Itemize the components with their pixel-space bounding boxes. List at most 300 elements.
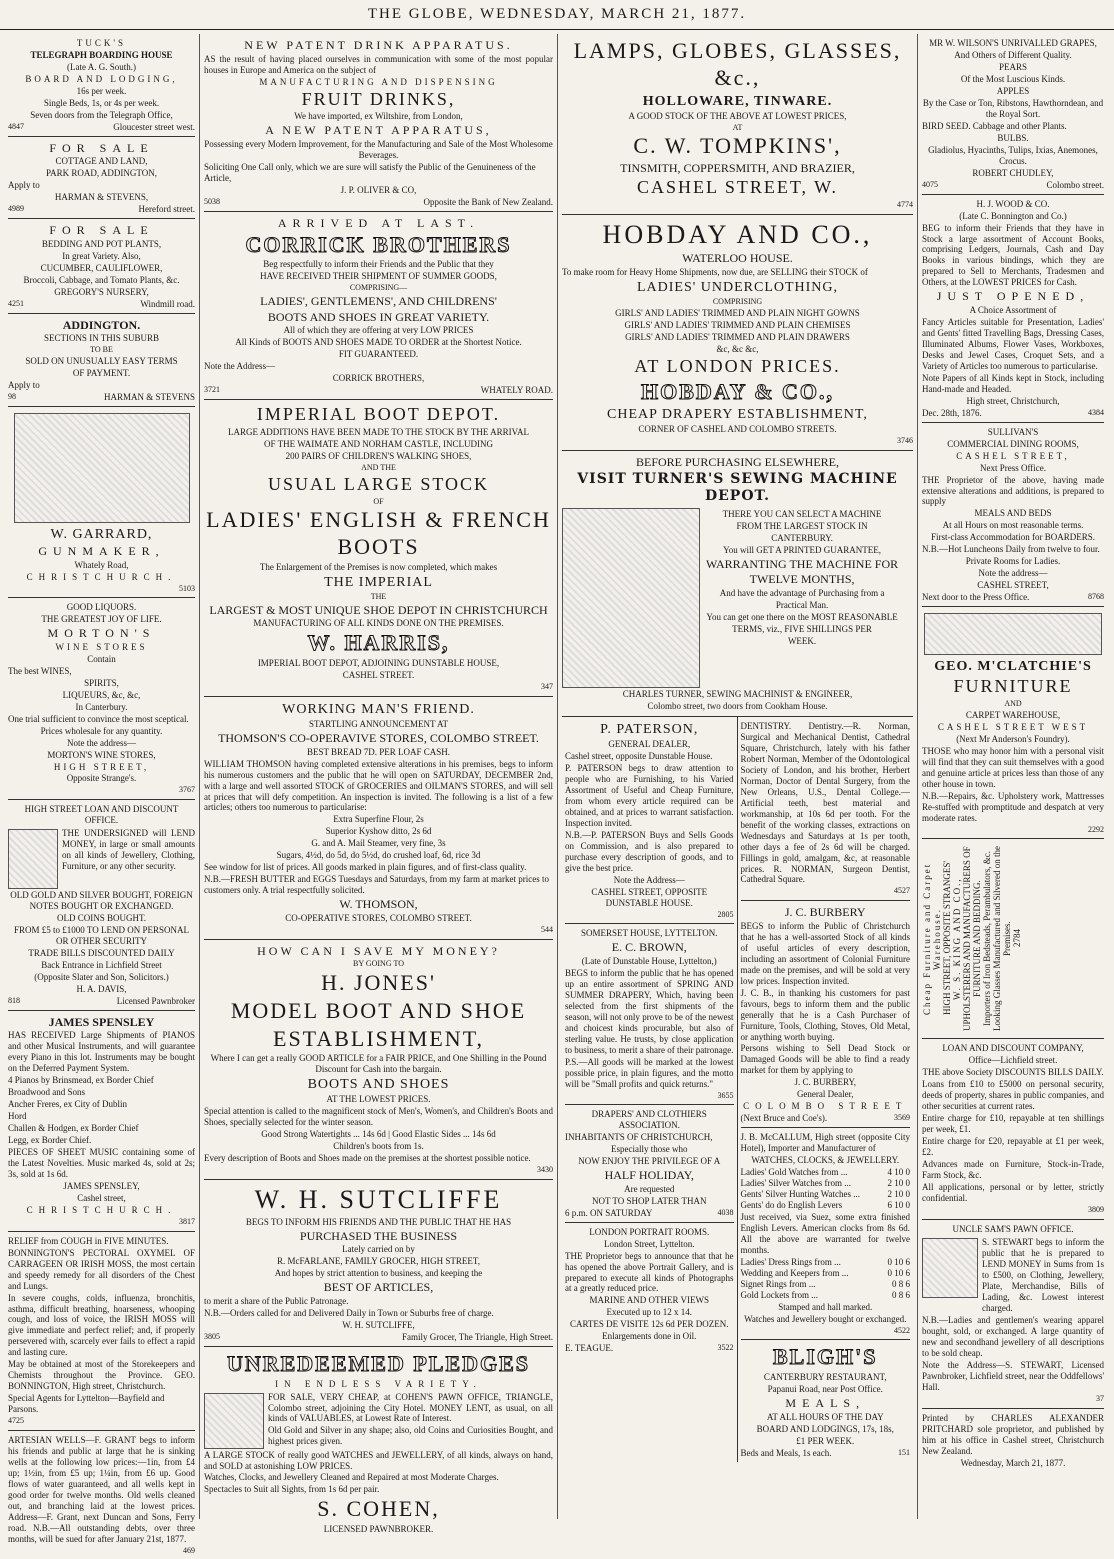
- ad-text: INHABITANTS OF CHRISTCHURCH,: [565, 1132, 713, 1143]
- ad-text: THE Proprietor of the above, having made extensive alterations and additions, is prepared to supply: [922, 474, 1104, 507]
- ad-text: BOARD AND LODGINGS, 17s, 18s,: [756, 1423, 894, 1434]
- ad-h-j-wood: [922, 195, 1104, 423]
- ad-text: COMPRISING: [712, 297, 763, 306]
- ad-text: Cashel street,: [77, 1193, 126, 1204]
- ad-text: HARMAN & STEVENS,: [54, 192, 149, 203]
- ad-text: N.B.—Repairs, &c. Upholstery work, Mattresses Re-stuffed with promptitude and despatch at very moderate rates.: [922, 790, 1104, 823]
- ad-cottage-for-sale: [8, 137, 195, 219]
- ad-text: 200 PAIRS OF CHILDREN'S WALKING SHOES,: [285, 450, 472, 461]
- ad-text: THOMSON'S CO-OPERAVIVE STORES, COLOMBO STREET.: [218, 731, 539, 746]
- ad-text: Soliciting One Call only, which we are sure will satisfy the Public of the Genuineness of the Article,: [204, 162, 536, 183]
- ad-ref: 4774: [897, 199, 913, 209]
- ad-text: Especially those who: [611, 1144, 688, 1155]
- ad-heading: JUST OPENED,: [936, 289, 1090, 304]
- ad-text: Gladiolus, Hyacinths, Tulips, Ixias, Anemones, Crocus.: [928, 144, 1098, 166]
- ad-text: One trial sufficient to convince the most sceptical.: [8, 713, 189, 724]
- ad-heading: GOOD LIQUORS.: [66, 602, 137, 613]
- ad-heading: E. C. BROWN,: [611, 940, 687, 955]
- ad-tucks-boarding-house: [8, 34, 195, 137]
- ad-ref: 469: [183, 1545, 195, 1555]
- ad-text: Next Press Office.: [979, 462, 1047, 473]
- ad-text: TRADE BILLS DISCOUNTED DAILY: [28, 947, 175, 958]
- ad-text: Of the Most Luscious Kinds.: [960, 73, 1066, 84]
- ad-text: BEST BREAD 7D. PER LOAF CASH.: [306, 746, 451, 757]
- ad-text: AT THE LOWEST PRICES.: [326, 1094, 431, 1105]
- ad-garrard-gunmaker: [8, 407, 195, 598]
- ad-heading: P. PATERSON,: [600, 721, 699, 737]
- ad-imperial-boot-depot: [204, 400, 553, 697]
- price-value: 6 10 0: [887, 1200, 910, 1211]
- ad-heading: LONDON PORTRAIT ROOMS.: [589, 1226, 710, 1237]
- ad-heading: VISIT TURNER'S SEWING MACHINE DEPOT.: [577, 470, 898, 504]
- ad-text: Children's boots from 1s.: [333, 1141, 424, 1152]
- ad-heading: WATCHES, CLOCKS, & JEWELLERY.: [751, 1155, 900, 1166]
- ad-heading: NEW PATENT DRINK APPARATUS.: [244, 38, 513, 52]
- ad-heading: HOW CAN I SAVE MY MONEY?: [257, 943, 500, 958]
- ad-text: THE Proprietor begs to announce that that he has opened the above Portrait Gallery, and is prepared to execute all kinds of Photographs at a greatly reduced price.: [565, 1250, 734, 1294]
- ad-text: By the Case or Ton, Ribstons, Hawthorndean, and the Royal Sort.: [922, 97, 1104, 119]
- ad-text: W. H. SUTCLIFFE,: [342, 1319, 415, 1330]
- ad-text: SECTIONS IN THIS SUBURB: [43, 333, 160, 344]
- ad-text: Note the Address—S. STEWART, Licensed Pawnbroker, Lichfield street, near the Oddfellows' Hall.: [922, 1360, 1104, 1393]
- ad-text: Next door to the Press Office.: [922, 592, 1030, 603]
- ad-address: Opposite the Bank of New Zealand.: [423, 196, 553, 207]
- ad-text: The best WINES,: [8, 665, 72, 676]
- ad-tompkins-lamps: [562, 34, 913, 215]
- ad-heading: MR W. WILSON'S UNRIVALLED GRAPES,: [929, 38, 1097, 48]
- ad-text: NOT TO SHOP LATER THAN: [591, 1195, 707, 1206]
- ad-text: Apply to: [8, 379, 40, 390]
- ad-text: MARINE AND OTHER VIEWS: [589, 1295, 710, 1306]
- ad-heading: JAMES SPENSLEY: [48, 1014, 155, 1029]
- furniture-engraving: [924, 613, 1102, 655]
- ad-text: All applications, personal or by letter, strictly confidential.: [922, 1182, 1104, 1203]
- ad-text: THOSE who may honor him with a personal visit will find that they can suit themselves with a good and genuine article at prices less than those of any other house in town.: [922, 745, 1104, 789]
- ad-text: &c, &c &c,: [716, 343, 759, 354]
- ad-heading: UNCLE SAM'S PAWN OFFICE.: [952, 1223, 1074, 1234]
- ad-text: Old Gold and Silver in any shape; also, old Coins and Curiosities Bought, and highest prices given.: [268, 1425, 553, 1447]
- ad-unredeemed-pledges: [204, 1347, 553, 1539]
- ad-text: J. C. B., in thanking his customers for past favours, begs to inform them and the public generally that he is a Cash Purchaser of Furniture, Tools, Clothing, Stoves, Old Metal, or anything worth buying.: [740, 987, 910, 1042]
- ad-text: CASHEL STREET, OPPOSITE DUNSTABLE HOUSE.: [591, 886, 708, 908]
- ad-mortons-wine-stores: [8, 598, 195, 800]
- ad-heading: LOAN AND DISCOUNT COMPANY,: [942, 1043, 1084, 1054]
- ad-text: LADIES', GENTLEMENS', AND CHILDRENS': [260, 294, 497, 309]
- ad-text: CO-OPERATIVE STORES, COLOMBO STREET.: [285, 912, 472, 923]
- ad-text: THE: [370, 592, 387, 602]
- ad-text: To make room for Heavy Home Shipments, now due, are SELLING their STOCK of: [562, 266, 868, 277]
- ad-text: A GOOD STOCK OF THE ABOVE AT LOWEST PRICES,: [628, 110, 847, 121]
- price-item: Wedding and Keepers from ...: [740, 1267, 849, 1278]
- ad-heading: FRUIT DRINKS,: [301, 88, 456, 109]
- ad-ref: 347: [541, 682, 553, 692]
- ad-text: HIGH STREET,: [53, 761, 150, 772]
- ad-wilson-grapes: [922, 34, 1104, 195]
- ad-text: Executed up to 12 x 14.: [606, 1307, 692, 1318]
- column-3: [558, 34, 918, 1519]
- ad-text: LARGEST & MOST UNIQUE SHOE DEPOT IN CHRISTCHURCH: [209, 602, 548, 617]
- ad-text: PARK ROAD, ADDINGTON,: [45, 168, 157, 179]
- ad-text: May be obtained at most of the Storekeepers and Chemists throughout the Province. GEO. BONNINGTON, High street, Christchurch.: [8, 1359, 195, 1392]
- ad-corrick-brothers: [204, 212, 553, 400]
- ad-heading: HOLLOWARE, TINWARE.: [642, 93, 833, 109]
- ad-text: LARGE ADDITIONS HAVE BEEN MADE TO THE STOCK BY THE ARRIVAL: [227, 427, 530, 438]
- ad-text: Loans from £10 to £5000 on personal security, deeds of property, shares in public companies, and other securities at current rates.: [922, 1079, 1104, 1112]
- ad-text: £1 PER WEEK.: [796, 1435, 855, 1446]
- ad-text: GIRLS' AND LADIES' TRIMMED AND PLAIN CHEMISES: [624, 319, 851, 330]
- ad-text: CARTES DE VISITE 12s 6d PER DOZEN.: [569, 1319, 729, 1330]
- ad-heading: MORTON'S: [47, 626, 156, 641]
- ad-text: TWELVE MONTHS,: [749, 572, 855, 587]
- ad-ref: 3767: [179, 785, 195, 795]
- ad-text: Legg, ex Border Chief.: [8, 1135, 92, 1146]
- ad-text: Note the Address—: [613, 874, 685, 885]
- ad-text: N.B.—Ladies and gentlemen's wearing apparel bought, sold, or exchanged. A large quantity of new and secondhand jewellery of all descriptions to be sold cheap.: [922, 1315, 1104, 1359]
- ad-text: W. THOMSON,: [339, 897, 418, 912]
- ad-text: Prices wholesale for any quantity.: [40, 725, 163, 736]
- ad-heading: S. COHEN,: [317, 1496, 440, 1522]
- ad-ref: 4847: [8, 121, 24, 131]
- ad-text: GENERAL DEALER,: [608, 739, 691, 749]
- ad-text: London Street, Lyttelton.: [604, 1238, 695, 1249]
- ad-ref: 4075: [922, 179, 938, 189]
- ad-text: TUCK'S: [76, 38, 127, 48]
- ad-text: Office—Lichfield street.: [968, 1055, 1058, 1066]
- ad-text: MANUFACTURING AND DISPENSING: [259, 76, 498, 87]
- ad-text: UPHOLSTERERS AND MANUFACTURERS OF: [962, 846, 972, 1032]
- price-value: 2 10 0: [887, 1178, 910, 1189]
- ad-text: At all Hours on most reasonable terms.: [942, 520, 1084, 531]
- ad-text: BOOTS AND SHOES: [307, 1077, 450, 1093]
- ad-text: LADIES' UNDERCLOTHING,: [636, 279, 839, 295]
- ad-text: to merit a share of the Public Patronage.: [204, 1295, 349, 1306]
- ad-text: CASHEL STREET,: [956, 450, 1070, 461]
- ad-heading: C. W. TOMPKINS',: [633, 133, 842, 159]
- ad-ref: 2784: [1012, 929, 1022, 948]
- ad-sullivans-dining-rooms: [922, 423, 1104, 608]
- ad-text: Broccoli, Cabbage, and Tomato Plants, &c.: [23, 274, 180, 285]
- ad-text: WILLIAM THOMSON having completed extensive alterations in his premises, begs to inform his numerous customers and the public that he will open on SATURDAY, DECEMBER 2nd, with a large and well assorted STOCK of GROCERIES and OILMAN'S STORES, and will sell at prices that will defy competition. An inspection is invited. The following is a list of a few articles; others too numerous to particularise:: [204, 758, 553, 813]
- ad-text: Note the Address—: [204, 361, 275, 372]
- ad-text: CASHEL STREET, W.: [636, 176, 838, 197]
- ad-text: CUCUMBER, CAULIFLOWER,: [40, 262, 163, 273]
- ad-address: Colombo street.: [1046, 179, 1104, 190]
- ad-text: HAS RECEIVED Large Shipments of PIANOS and other Musical Instruments, and will guarantee every Piano in this lot. Instruments may be bought on the Deferred Payment System.: [8, 1030, 195, 1074]
- ad-text: ROBERT CHUDLEY,: [972, 167, 1054, 178]
- ad-heading: FOR SALE: [49, 140, 154, 155]
- ad-text: Good Strong Watertights ... 14s 6d | Good Elastic Sides ... 14s 6d: [261, 1129, 496, 1140]
- ad-text: USUAL LARGE STOCK: [267, 473, 489, 494]
- ad-p-paterson: [565, 717, 734, 924]
- ad-text: COLOMBO STREET: [743, 1101, 908, 1112]
- ad-text: Single Beds, 1s, or 4s per week.: [43, 97, 160, 108]
- price-item: Gents' do do English Levers: [740, 1200, 843, 1211]
- ad-text: Extra Superfine Flour, 2s: [333, 814, 424, 825]
- ad-heading: HIGH STREET LOAN AND DISCOUNT OFFICE.: [24, 804, 179, 826]
- ad-text: Are requested: [624, 1183, 675, 1194]
- ad-text: LIQUEURS, &c, &c,: [62, 689, 141, 700]
- ad-text: Contain: [87, 653, 116, 664]
- ad-ref: 2805: [717, 909, 734, 919]
- ad-text: IMPERIAL BOOT DEPOT, ADJOINING DUNSTABLE HOUSE,: [257, 658, 500, 669]
- ad-text: PIECES OF SHEET MUSIC containing some of the Latest Novelties. Music marked 4s, sold at 2s; 3s, sold at 1s 6d.: [8, 1147, 195, 1180]
- ad-heading: Cheap Furniture and Carpet Warehouse.: [922, 862, 942, 1016]
- price-value: 0 10 6: [887, 1256, 910, 1267]
- ad-blighs-restaurant: [741, 1340, 911, 1461]
- ad-text: G. and A. Mail Steamer, very fine, 3s: [311, 838, 446, 849]
- ad-ref: 3817: [179, 1216, 195, 1226]
- ad-text: Apply to: [8, 180, 40, 191]
- ad-text: CHRISTCHURCH.: [26, 1204, 177, 1215]
- ad-text: N.B.—Hot Luncheons Daily from twelve to four.: [922, 544, 1100, 555]
- column-1: [4, 34, 200, 1555]
- ad-ref: 4384: [1088, 407, 1104, 417]
- ad-text: CHEAP DRAPERY ESTABLISHMENT,: [607, 407, 868, 423]
- price-item: Ladies' Dress Rings from ...: [740, 1256, 841, 1267]
- ad-ref: 2292: [1088, 824, 1104, 834]
- ad-text: P. PATERSON begs to draw attention to people who are Furnishing, to his Varied Assortment of Useful and Cheap Furniture, from whom every article required can be obtained, and at prices to warrant satisfaction. Inspection invited.: [565, 762, 734, 828]
- ad-turners-sewing-machine: [562, 451, 913, 717]
- ad-text: In Canterbury.: [75, 701, 128, 712]
- ad-loan-discount-company: [922, 1039, 1104, 1219]
- ad-text: The Enlargement of the Premises is now completed, which makes: [259, 562, 498, 573]
- ad-text: DENTISTRY. Dentistry.—R. Norman, Surgical and Mechanical Dentist, Cathedral Square, Christchurch, lately with his father Robert Norman, Member of the Odontological Society of London, and his brother, Herbert Norman, Doctor of Dental Surgery, from the New Orleans, U.S., Dental College.—Artificial teeth, best material and workmanship, at 10s 6d per tooth. For the benefit of the working classes, extractions on Wednesdays and Saturdays at 1s per tooth, other days a fee of 2s 6d will be charged. Fillings in gold, amalgam, &c, at reasonable prices. R. NORMAN, Surgeon Dentist, Cathedral Square.: [740, 720, 910, 885]
- ad-text: CANTERBURY RESTAURANT,: [763, 1372, 887, 1383]
- ad-text: Entire charge for £20, repayable at £1 per week, £2.: [922, 1136, 1104, 1158]
- jewellery-engraving: [8, 829, 58, 889]
- ad-text: Possessing every Modern Improvement, for the Manufacturing and Sale of the Most Wholesome Beverages.: [204, 139, 553, 161]
- ad-heading: WORKING MAN'S FRIEND.: [282, 701, 475, 717]
- ad-text: Every description of Boots and Shoes made on the premises at the shortest possible notice.: [204, 1153, 531, 1164]
- ad-text: We have imported, ex Wiltshire, from London,: [294, 111, 463, 122]
- ad-text: CORNER OF CASHEL AND COLOMBO STREETS.: [638, 424, 837, 435]
- ad-text: (Opposite Slater and Son, Solicitors.): [34, 971, 169, 982]
- ad-text: See window for list of prices. All goods marked in plain figures, and of first-class quality.: [204, 862, 527, 873]
- ad-text: Printed by CHARLES ALEXANDER PRITCHARD sole proprietor, and published by him at his office in Cashel street, Christchurch New Zealand.: [922, 1413, 1104, 1456]
- ad-text: BULBS.: [997, 132, 1029, 143]
- ad-text: S. STEWART begs to inform the public that he is prepared to LEND MONEY in Sums from 1s to £500, on Clothing, Jewellery, Plate, Merchandise, Bills of Lading, &c. Lowest interest charged.: [982, 1236, 1104, 1313]
- ad-text: In great Variety. Also,: [62, 250, 141, 261]
- ad-ref: 3721: [204, 385, 220, 395]
- ad-text: SOLD ON UNUSUALLY EASY TERMS: [25, 356, 178, 366]
- ad-text: All of which they are offering at very LOW PRICES: [283, 325, 474, 336]
- ad-text: (Next Bruce and Coe's).: [740, 1113, 828, 1124]
- ad-text: R. McFARLANE, FAMILY GROCER, HIGH STREET,: [276, 1256, 480, 1267]
- ad-text: Special attention is called to the magnificent stock of Men's, Women's, and Children's Boots and Shoes, specially selected for the winter season.: [204, 1106, 553, 1128]
- ad-text: SPIRITS,: [84, 677, 119, 688]
- price-item: Signet Rings from ...: [740, 1278, 816, 1289]
- ad-text: MEALS AND BEDS: [974, 508, 1052, 519]
- price-item: Ladies' Gold Watches from ...: [740, 1167, 848, 1178]
- ad-ref: 4038: [717, 1207, 734, 1217]
- ad-working-mans-friend: [204, 697, 553, 940]
- ad-ref: 4989: [8, 204, 24, 214]
- sewing-machine-engraving: [562, 508, 700, 688]
- ad-text: 6 p.m. ON SATURDAY: [565, 1207, 653, 1218]
- pawn-balls-engraving: [922, 1238, 978, 1298]
- ad-text: (Late of Dunstable House, Lyttelton,): [581, 955, 717, 966]
- ad-text: Practical Man.: [775, 600, 829, 611]
- ad-text: AS the result of having placed ourselves in communication with some of the most popular houses in Europe and America on the subject of: [204, 53, 553, 75]
- ad-text: J. B. McCALLUM, High street (opposite City Hotel), Importer and Manufacturer of: [740, 1132, 910, 1154]
- ad-text: Looking Glasses Manufactured and Silvered on the Premises.: [992, 846, 1012, 1032]
- ad-text: Dec. 28th, 1876.: [922, 407, 982, 418]
- ad-text: GIRLS' AND LADIES' TRIMMED AND PLAIN NIGHT GOWNS: [615, 307, 860, 318]
- ad-text: And hopes by strict attention to business, and keeping the: [274, 1268, 483, 1279]
- ad-ref: 3805: [204, 1331, 220, 1341]
- ad-text: H. A. DAVIS,: [76, 983, 127, 994]
- ad-w-s-king-vertical: [922, 839, 1104, 1039]
- ad-ref: 3430: [537, 1165, 553, 1175]
- ad-ref: 3809: [1088, 1204, 1104, 1214]
- ad-mccallum-watches: [741, 1128, 911, 1340]
- ad-text: MANUFACTURING OF ALL KINDS DONE ON THE PREMISES.: [253, 618, 504, 629]
- ad-ref: 4251: [8, 298, 24, 308]
- ad-text: OLD COINS BOUGHT.: [56, 913, 147, 924]
- ad-text: BEG to inform their Friends that they have in Stock a large assortment of Account Books, comprising Ledgers, Journals, Cash and Day Books in various bindings, which they are prepared to Sell to Merchants, Tradesmen and Others, at the LOWEST PRICES for Cash.: [922, 222, 1104, 288]
- ad-address: Gloucester street west.: [113, 121, 195, 132]
- ad-text: Hord: [8, 1111, 27, 1122]
- ad-text: LICENSED PAWNBROKER.: [323, 1524, 434, 1535]
- ad-h-jones-boot-shoe: [204, 940, 553, 1180]
- ad-text: CHARLES TURNER, SEWING MACHINIST & ENGINEER,: [622, 688, 853, 699]
- ad-ref: 4522: [894, 1325, 910, 1335]
- price-item: Ladies' Silver Watches from ...: [740, 1178, 851, 1189]
- ad-text: THE above Society DISCOUNTS BILLS DAILY.: [922, 1067, 1104, 1078]
- column-4: [918, 34, 1108, 1519]
- ad-text: BONNINGTON'S PECTORAL OXYMEL OF CARRAGEEN OR IRISH MOSS, the most certain and speedy remedy for all disorders of the Chest and Lungs.: [8, 1247, 195, 1291]
- ad-text: MORTON'S WINE STORES,: [47, 749, 156, 760]
- ad-ref: 98: [8, 391, 16, 401]
- ad-text: AT: [732, 122, 743, 132]
- ad-address: WHATELY ROAD.: [480, 385, 553, 396]
- ad-ref: 37: [1096, 1394, 1104, 1404]
- ad-text: OLD GOLD AND SILVER BOUGHT, FOREIGN NOTES BOUGHT OR EXCHANGED.: [10, 890, 193, 912]
- ad-heading: H. JONES': [321, 969, 436, 995]
- ad-text: WINE STORES: [55, 641, 148, 652]
- ad-text: CASHEL STREET.: [342, 670, 415, 681]
- ad-text: CORRICK BROTHERS,: [332, 373, 425, 384]
- ad-text: Enlargements done in Oil.: [602, 1331, 697, 1342]
- ad-text: BEDDING AND POT PLANTS,: [41, 238, 162, 249]
- ad-text: COMPRISING—: [349, 283, 408, 293]
- ad-text: Entire charge for £10, repayable at ten shillings per week, £1.: [922, 1113, 1104, 1135]
- ad-text: GIRLS' AND LADIES' TRIMMED AND PLAIN DRAWERS: [625, 331, 850, 342]
- ad-text: THE UNDERSIGNED will LEND MONEY, in large or small amounts on all kinds of Jewellery, Clothing, Furniture, or any other security.: [62, 828, 195, 872]
- ad-text: Note the address—: [67, 737, 136, 748]
- ad-text: HARMAN & STEVENS: [103, 391, 195, 402]
- ad-text: Fancy Articles suitable for Presentation, Ladies' and Gents' fitted Travelling Bags, Dressing Cases, Illuminated Albums, Flower Vases, Workboxes, Desks and Jewel Cases, Croquet Sets, and a Variety of Articles too numerous to particularise.: [922, 316, 1104, 371]
- ad-text: Note the address—: [978, 568, 1048, 579]
- ad-heading: ADDINGTON.: [62, 317, 141, 332]
- ad-heading: FOR SALE: [49, 223, 154, 238]
- ad-text: Opposite Strange's.: [66, 773, 137, 784]
- ad-text: A LARGE STOCK of really good WATCHES and JEWELLERY, of all kinds, always on hand, and SOLD at astonishing LOW PRICES.: [204, 1449, 553, 1471]
- ad-text: OF PAYMENT.: [72, 367, 131, 378]
- price-value: 2 10 0: [887, 1189, 910, 1200]
- ad-text: Spectacles to Suit all Sights, from 1s 6d per pair.: [204, 1484, 380, 1495]
- ad-text: FROM £5 to £1000 TO LEND ON PERSONAL OR OTHER SECURITY: [14, 925, 189, 947]
- price-value: 0 8 6: [892, 1289, 910, 1300]
- ad-heading: RELIEF from COUGH in FIVE MINUTES.: [8, 1235, 169, 1246]
- ad-text: AT LONDON PRICES.: [634, 355, 841, 376]
- ad-text: E. TEAGUE.: [565, 1343, 614, 1354]
- ad-text: BEGS to inform the public that he has opened up an entire assortment of SPRING AND SUMMER DRAPERY, Which, having been selected from the first shipments of the season, will not only prove to be of the newest and choicest kinds procurable, but also of sterling value. He trusts, by close application to business, to merit a share of their patronage.: [565, 967, 734, 1055]
- ad-address: Hereford street.: [138, 204, 195, 215]
- ad-heading: J. C. BURBERY: [784, 905, 866, 920]
- ad-text: WARRANTING THE MACHINE FOR: [706, 556, 899, 571]
- ad-heading: UNREDEEMED PLEDGES: [226, 1350, 531, 1376]
- ad-ref: 3569: [894, 1113, 910, 1123]
- ad-dentistry: [741, 717, 911, 901]
- ad-text: BEST OF ARTICLES,: [323, 1280, 434, 1295]
- price-value: 0 10 6: [887, 1267, 910, 1278]
- ad-heading: BLIGH'S: [773, 1344, 878, 1370]
- ad-text: All Kinds of BOOTS AND SHOES MADE TO ORDER at the Shortest Notice.: [235, 337, 522, 348]
- ad-text: A NEW PATENT APPARATUS,: [265, 123, 492, 138]
- ad-text: Ancher Freres, ex City of Dublin: [8, 1099, 127, 1110]
- ad-text: TINSMITH, COPPERSMITH, AND BRAZIER,: [620, 161, 855, 176]
- ad-heading: SULLIVAN'S: [987, 426, 1039, 437]
- ad-text: FURNITURE AND BEDDING.: [972, 880, 982, 998]
- column-2: [200, 34, 558, 1535]
- ad-heading: ESTABLISHMENT,: [273, 1025, 484, 1051]
- ad-text: Lately carried on by: [342, 1244, 415, 1255]
- ad-text: (Late A. G. South.): [67, 61, 136, 72]
- ad-text: CHRISTCHURCH.: [26, 571, 177, 582]
- ad-heading: LAMPS, GLOBES, GLASSES, &c.,: [573, 38, 902, 90]
- ad-text: Colombo street, two doors from Cookham House.: [647, 700, 828, 711]
- ad-heading: LADIES' ENGLISH & FRENCH BOOTS: [206, 507, 551, 560]
- ad-drapers-association: [565, 1105, 734, 1222]
- ad-text: CARPET WAREHOUSE,: [965, 709, 1061, 720]
- ad-text: 4 Pianos by Brinsmead, ex Border Chief: [8, 1075, 154, 1086]
- ad-heading: DRAPERS' AND CLOTHIERS ASSOCIATION.: [591, 1109, 707, 1131]
- ad-heading: HOBDAY AND CO.,: [602, 219, 873, 249]
- ad-text: And Others of Different Quality.: [954, 49, 1072, 60]
- ad-text: P.S.—All goods will be marked at the lowest possible price, in plain figures, and the motto will be "Small profits and quick returns.": [565, 1056, 734, 1089]
- ad-address: Family Grocer, The Triangle, High Street.: [402, 1331, 553, 1342]
- price-value: 4 10 0: [887, 1167, 910, 1178]
- ad-text: APPLES: [996, 85, 1030, 96]
- ad-london-portrait-rooms: [565, 1223, 734, 1358]
- ad-text: Sugars, 4½d, do 5d, do 5½d, do crushed loaf, 6d, rice 3d: [276, 850, 481, 861]
- ad-text: N.B.—FRESH BUTTER and EGGS Tuesdays and Saturdays, from my farm at market prices to customers only. A trial respectfully solicited.: [204, 874, 549, 896]
- ad-ref: 3655: [717, 1090, 734, 1100]
- ad-text: A Choice Assortment of: [969, 304, 1057, 315]
- ad-text: HIGH STREET, OPPOSITE STRANGES': [942, 861, 952, 1016]
- ad-text: FROM THE LARGEST STOCK IN: [736, 520, 868, 531]
- ad-james-spensley: [8, 1011, 195, 1232]
- ad-heading: W. S. KING AND CO.,: [952, 877, 962, 1001]
- ad-text: TERMS, viz., FIVE SHILLINGS PER: [732, 624, 872, 635]
- ad-text: Persons wishing to Sell Dead Stock or Damaged Goods will be able to find a ready market for them by applying to: [740, 1043, 910, 1076]
- ad-heading: CORRICK BROTHERS: [245, 231, 512, 257]
- ad-text: 16s per week.: [76, 85, 127, 96]
- ad-ref: 4725: [8, 1416, 24, 1426]
- ad-text: General Dealer,: [796, 1089, 854, 1100]
- ad-bonnington-oxymel: [8, 1232, 195, 1431]
- ad-mclatchie-furniture: [922, 607, 1104, 839]
- ad-high-street-loan: [8, 800, 195, 1011]
- ad-heading: W. H. SUTCLIFFE: [254, 1185, 503, 1215]
- ad-text: BY GOING TO: [353, 959, 404, 969]
- ad-text: J. P. OLIVER & CO,: [340, 184, 417, 195]
- ad-text: COTTAGE AND LAND,: [55, 156, 148, 167]
- ad-heading: W. HARRIS,: [307, 630, 450, 656]
- ad-text: GREGORY'S NURSERY,: [54, 286, 149, 297]
- ad-text: Where I can get a really GOOD ARTICLE for a FAIR PRICE, and One Shilling in the Pound Discount for Cash into the bargain.: [210, 1053, 547, 1075]
